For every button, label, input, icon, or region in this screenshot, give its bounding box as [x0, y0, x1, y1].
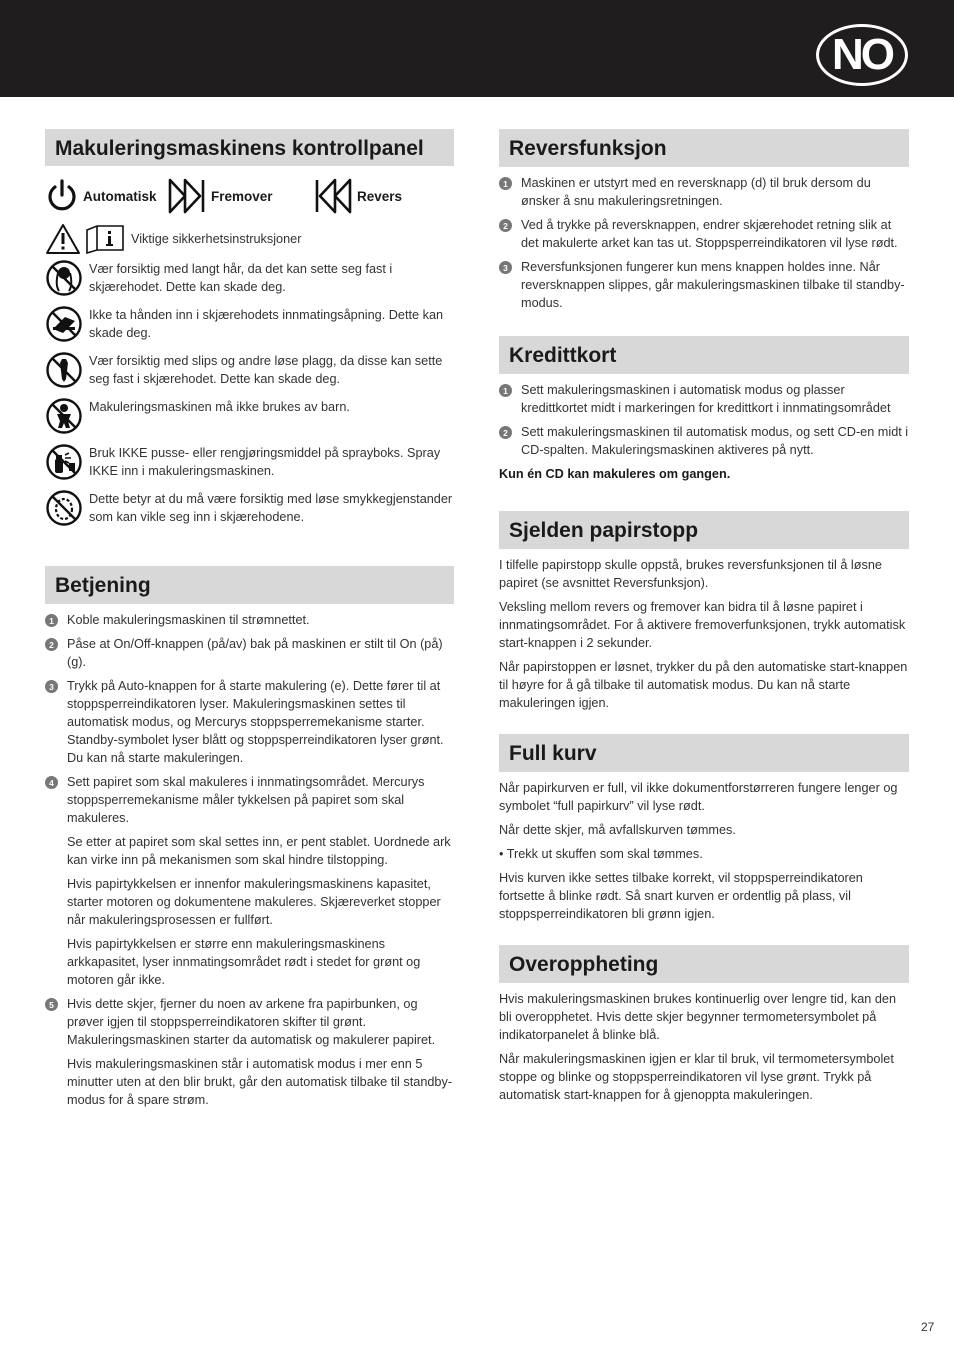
warning-text: Dette betyr at du må være forsiktig med løse smykkegjenstander som kan vikle seg inn i skjærehodene. — [89, 492, 453, 524]
papirstopp-body — [499, 556, 909, 712]
no-tie-icon — [45, 351, 83, 389]
step-number-badge: 5 — [45, 998, 58, 1011]
papirstopp-section-title: Sjelden papirstopp — [499, 511, 909, 549]
panel-section-title: Makuleringsmaskinens kontrollpanel — [45, 129, 454, 166]
step-text: Sett makuleringsmaskinen i automatisk modus og plasser kredittkortet midt i markeringen for kredittkort i innmatingsområdet — [521, 383, 891, 415]
warning-item — [45, 304, 454, 348]
numbered-step — [499, 258, 909, 312]
no-long-hair-icon — [45, 259, 83, 297]
warning-text: Bruk IKKE pusse- eller rengjøringsmiddel på sprayboks. Spray IKKE inn i makuleringsmaskinen. — [89, 446, 441, 478]
warning-text: Vær forsiktig med langt hår, da det kan sette seg fast i skjærehodet. Dette kan skade deg. — [89, 262, 393, 294]
step-text: Sett makuleringsmaskinen til automatisk modus, og sett CD-en midt i CD-spalten. Makuleringsmaskinen aktiveres på nytt. — [521, 425, 909, 457]
step-detail: Hvis papirtykkelsen er større enn makuleringsmaskinens arkkapasitet, lyser innmatingsområdet rødt i stedet for grønt og motoren går ikke. — [67, 937, 421, 987]
warning-item — [45, 396, 454, 440]
no-spray-icon — [45, 443, 83, 481]
control-label-automatic: Automatisk — [83, 188, 157, 204]
step-text: Reversfunksjonen fungerer kun mens knappen holdes inne. Når reversknappen slippes, går makuleringsmaskinen tilbake til standby-modus. — [521, 260, 905, 310]
kredittkort-steps — [499, 381, 909, 459]
no-children-icon — [45, 397, 83, 435]
revers-section-title: Reversfunksjon — [499, 129, 909, 167]
safety-instructions-label: Viktige sikkerhetsinstruksjoner — [131, 232, 302, 246]
numbered-step — [499, 216, 909, 252]
body-paragraph: I tilfelle papirstopp skulle oppstå, brukes reversfunksjonen til å løsne papiret (se avsnittet Reversfunksjon). — [499, 558, 882, 590]
step-number-badge: 1 — [499, 384, 512, 397]
kredittkort-note: Kun én CD kan makuleres om gangen. — [499, 467, 731, 481]
step-text: Hvis dette skjer, fjerner du noen av arkene fra papirbunken, og prøver igjen til stoppsperreindikatoren skifter til grønt. Makuleringsmaskinen starter da automatisk og makulerer papiret. — [67, 997, 436, 1047]
control-legend — [45, 176, 454, 216]
step-text: Trykk på Auto-knappen for å starte makulering (e). Dette fører til at stoppsperreindikatoren lyser. Makuleringsmaskinen settes til automatisk modus, og Mercurys stoppsperremekanisme starter. Standby-symbolet lyser blått og stoppsperreindikatoren lyser grønt. Du kan nå starte makuleringen. — [67, 679, 444, 765]
step-detail: Hvis papirtykkelsen er innenfor makuleringsmaskinens kapasitet, starter motoren og dokumentene makuleres. Skjæreverket stopper når makuleringsprosessen er fullført. — [67, 877, 441, 927]
step-number-badge: 1 — [45, 614, 58, 627]
betjening-steps — [45, 611, 454, 1109]
step-detail: Se etter at papiret som skal settes inn, er pent stablet. Uordnede ark kan virke inn på mekanismen som skal hindre tilstopping. — [67, 835, 451, 867]
control-reverse — [313, 177, 402, 215]
step-number-badge: 2 — [45, 638, 58, 651]
numbered-step — [499, 423, 909, 459]
kredittkort-section-title: Kredittkort — [499, 336, 909, 374]
warning-text: Vær forsiktig med slips og andre løse plagg, da disse kan sette seg fast i skjærehodet. Dette kan skade deg. — [89, 354, 443, 386]
page-number: 27 — [921, 1320, 935, 1334]
step-detail: Hvis makuleringsmaskinen står i automatisk modus i mer enn 5 minutter uten at den blir brukt, går den automatisk tilbake til standby-modus for å spare strøm. — [67, 1057, 453, 1107]
numbered-step — [45, 773, 454, 827]
body-paragraph: Når papirstoppen er løsnet, trykker du på den automatiske start-knappen til høyre for å gå tilbake til automatisk modus. Du kan nå starte makuleringen igjen. — [499, 660, 908, 710]
warning-triangle-icon — [45, 223, 81, 255]
body-paragraph: Når dette skjer, må avfallskurven tømmes. — [499, 823, 736, 837]
control-label-reverse: Revers — [357, 188, 403, 204]
warning-item — [45, 488, 454, 532]
fullkurv-body — [499, 779, 909, 923]
control-forward — [167, 177, 313, 215]
step-text: Ved å trykke på reversknappen, endrer skjærehodet retning slik at det makulerte arket kan tas ut. Stoppsperreindikatoren vil lyse rødt. — [521, 218, 898, 250]
header-bar — [0, 0, 954, 97]
manual-info-icon — [85, 224, 125, 254]
step-number-badge: 3 — [45, 680, 58, 693]
fullkurv-section-title: Full kurv — [499, 734, 909, 772]
step-number-badge: 2 — [499, 426, 512, 439]
reverse-icon — [313, 177, 353, 215]
numbered-step — [499, 381, 909, 417]
warning-item — [45, 442, 454, 486]
overoppheting-section-title: Overoppheting — [499, 945, 909, 983]
body-paragraph: Når papirkurven er full, vil ikke dokumentforstørreren fungere lenger og symbolet “full papirkurv” vil lyse rødt. — [499, 781, 898, 813]
warning-text: Makuleringsmaskinen må ikke brukes av barn. — [89, 400, 350, 414]
body-paragraph: Når makuleringsmaskinen igjen er klar til bruk, vil termometersymbolet stoppe og blinke og stoppsperreindikatoren vil lyse grønt. Trykk på automatisk start-knappen for å gjenoppta makuleringen. — [499, 1052, 894, 1102]
warning-item — [45, 258, 454, 302]
no-hands-icon — [45, 305, 83, 343]
numbered-step — [45, 611, 454, 629]
safety-instructions-row — [45, 222, 454, 256]
revers-steps — [499, 174, 909, 312]
step-number-badge: 2 — [499, 219, 512, 232]
body-paragraph: Hvis makuleringsmaskinen brukes kontinuerlig over lengre tid, kan den bli overopphetet. Hvis dette skjer begynner termometersymbolet på indikatorpanelet å blinke blå. — [499, 992, 897, 1042]
warning-item — [45, 350, 454, 394]
left-column — [45, 129, 454, 1115]
body-paragraph: • Trekk ut skuffen som skal tømmes. — [499, 847, 703, 861]
betjening-section-title: Betjening — [45, 566, 454, 604]
step-text: Maskinen er utstyrt med en reversknapp (d) til bruk dersom du ønsker å snu makuleringsretningen. — [521, 176, 871, 208]
numbered-step — [45, 995, 454, 1049]
overoppheting-body — [499, 990, 909, 1104]
step-text: Påse at On/Off-knappen (på/av) bak på maskinen er stilt til On (på) (g). — [67, 637, 443, 669]
no-jewelry-icon — [45, 489, 83, 527]
right-column — [499, 129, 909, 1110]
step-text: Sett papiret som skal makuleres i innmatingsområdet. Mercurys stoppsperremekanisme måler tykkelsen på papiret som skal makuleres. — [67, 775, 425, 825]
forward-icon — [167, 177, 207, 215]
step-text: Koble makuleringsmaskinen til strømnettet. — [67, 613, 310, 627]
step-number-badge: 1 — [499, 177, 512, 190]
control-automatic — [45, 178, 167, 214]
step-number-badge: 3 — [499, 261, 512, 274]
step-number-badge: 4 — [45, 776, 58, 789]
numbered-step — [45, 677, 454, 767]
warning-list — [45, 258, 454, 532]
numbered-step — [45, 635, 454, 671]
body-paragraph: Hvis kurven ikke settes tilbake korrekt, vil stoppsperreindikatoren fortsette å blinke rødt. Så snart kurven er ordentlig på plass, vil stoppsperreindikatoren bli grønn igjen. — [499, 871, 863, 921]
control-label-forward: Fremover — [211, 188, 273, 204]
numbered-step — [499, 174, 909, 210]
language-badge: NO — [816, 24, 908, 86]
power-icon — [45, 178, 79, 214]
body-paragraph: Veksling mellom revers og fremover kan bidra til å løsne papiret i innmatingsområdet. For å aktivere fremoverfunksjonen, trykk automatisk start-knappen i 2 sekunder. — [499, 600, 906, 650]
warning-text: Ikke ta hånden inn i skjærehodets innmatingsåpning. Dette kan skade deg. — [89, 308, 444, 340]
